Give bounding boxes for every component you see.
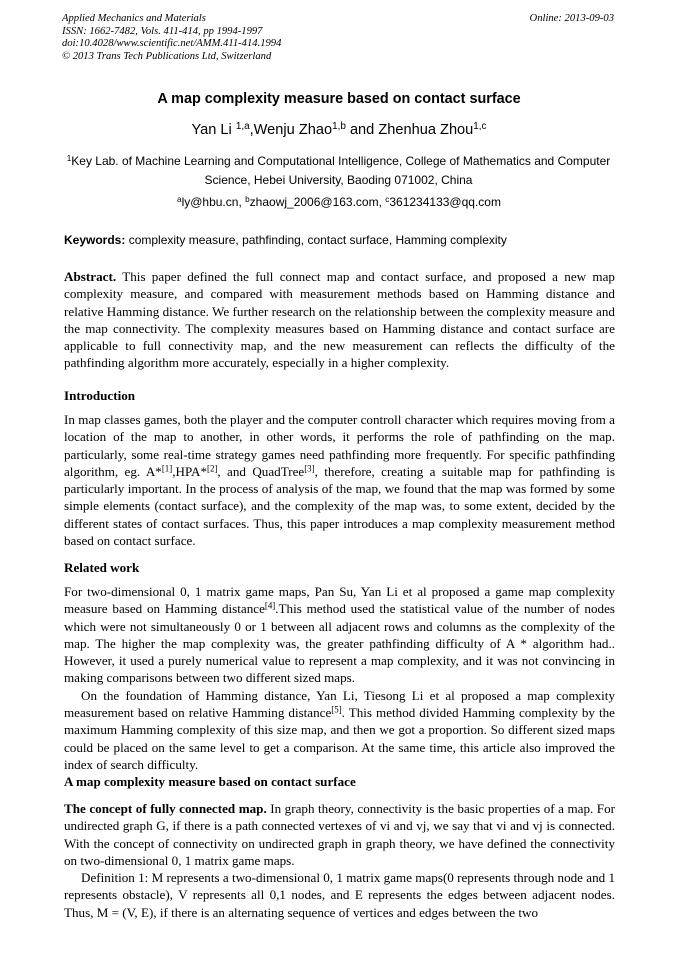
email-mark: c [385, 194, 390, 204]
paragraph-text: , therefore, creating a suitable map for pathfinding is particularly important. In the process of analysis of the map, we found that the map was formed by some simple elements (contact surface), and the complexity of the map was, to some extent, decided by the different states of contact surfaces. Thus, this paper introduces a map complexity measurement method based on contact surface. [64, 463, 615, 549]
section-heading-introduction: Introduction [64, 388, 136, 403]
email-mark: b [245, 194, 250, 204]
authors-conjunction: and [349, 122, 375, 138]
keywords-text: complexity measure, pathfinding, contact surface, Hamming complexity [128, 233, 507, 247]
paragraph-text: In graph theory, connectivity is the basic properties of a map. For undirected graph G, if there is a path connected vertexes of vi and vj, we say that vi and vj is connected. With the concept of connectivity on undirected graph in graph theory, we have defined the connectivity on two-dimensional 0, 1 matrix game maps. [64, 801, 615, 868]
citation: [4] [264, 600, 276, 611]
paragraph-text: In map classes games, both the player and the computer controll character which requires moving from a location of the map to another, in other words, it performs the role of pathfinding on the map. particularly, some real-time strategy games need pathfinding more frequently. For specific pathfinding algorithm, eg. A* [64, 412, 615, 479]
journal-name: Applied Mechanics and Materials [62, 13, 206, 24]
keywords-label: Keywords: [64, 233, 126, 247]
affiliation-text: Key Lab. of Machine Learning and Computational Intelligence, College of Mathematics and Computer Science, Hebei University, Baoding 071002, China [71, 154, 611, 187]
paragraph-text: .This method used the statistical value of the number of nodes which were not simultaneously 0 or 1 between all adjacent rows and columns as the complexity of the map. The higher the map complexity was, the greater pathfinding difficulty of A * algorithm had.. However, it used a purely numerical value to represent a map complexity, and it was not convincing in making comparisons between two different sized maps. [64, 601, 615, 686]
section-heading-related-work: Related work [64, 560, 140, 575]
section-heading-method: A map complexity measure based on contact surface [64, 774, 356, 789]
citation: [5] [331, 704, 342, 715]
related-work-paragraph [64, 687, 615, 773]
paragraph-text: . This method divided Hamming complexity by the maximum Hamming complexity of this size map, and then we got a proportion. So different sized maps could be placed on the same level to get a comparison. At the same time, this article also improved the index of search difficulty. [64, 705, 615, 772]
email-address: ly@hbu.cn [181, 195, 239, 209]
introduction-paragraph [64, 411, 615, 549]
author-affiliation-mark: 1,c [473, 121, 487, 133]
paper-title: A map complexity measure based on contact surface [157, 91, 521, 107]
affiliation-mark: 1 [66, 153, 72, 163]
citation: [1] [161, 463, 173, 474]
abstract-label: Abstract. [64, 269, 117, 284]
author-emails: $^a$ly@hbu.cn, $^b$zhaowj_2006@163.com, $^c$361234133@qq.com [177, 194, 501, 209]
keywords [64, 233, 615, 247]
abstract-text: This paper defined the full connect map and contact surface, and proposed a new map complexity measure, and compared with measurement methods based on Hamming distance and relative Hamming distance. We further research on the relationship between the complexity measure and the map connectivity. The complexity measures based on Hamming distance and contact surface are applicable to full connectivity map, and the new measurement can reflects the difficulty of the pathfinding algorithm more accurately, especially in a higher complexity. [64, 269, 615, 371]
author-affiliation-mark: 1,a [235, 121, 250, 133]
paragraph-text: , and QuadTree [217, 463, 305, 479]
email-address: zhaowj_2006@163.com [249, 195, 379, 209]
email-address: 361234133@qq.com [389, 195, 501, 209]
author-list: Yan Li $^{1,a}$,Wenju Zhao$^{1,b}$ and Zhenhua Zhou$^{1,c}$ [191, 121, 487, 138]
journal-copyright: © 2013 Trans Tech Publications Ltd, Switzerland [62, 50, 272, 62]
abstract [64, 268, 615, 372]
related-work-body [64, 583, 615, 773]
method-body [64, 800, 615, 921]
related-work-paragraph [64, 583, 615, 687]
paragraph-text: On the foundation of Hamming distance, Yan Li, Tiesong Li et al proposed a map complexity measurement based on relative Hamming distance [64, 687, 615, 721]
journal-header [62, 13, 281, 63]
author-name: Wenju Zhao [253, 122, 333, 138]
journal-issn: ISSN: 1662-7482, Vols. 411-414, pp 1994-1997 [62, 25, 263, 37]
paragraph-text: ,HPA* [172, 463, 208, 479]
subsection-label: The concept of fully connected map. [64, 801, 267, 816]
definition-paragraph: Definition 1: M represents a two-dimensional 0, 1 matrix game maps(0 represents through node and 1 represents obstacle), V represents all 0,1 nodes, and E represents the edges between adjacent nodes. Thus, M = (V, E), if there is an alternating sequence of vertices and edges between the two [64, 870, 615, 920]
email-mark: a [177, 194, 182, 204]
citation: [3] [304, 463, 315, 474]
author-affiliation-mark: 1,b [332, 121, 346, 133]
method-paragraph [64, 800, 615, 869]
online-date: Online: 2013-09-03 [529, 13, 614, 24]
citation: [2] [207, 463, 218, 474]
journal-doi: doi:10.4028/www.scientific.net/AMM.411-414.1994 [62, 38, 282, 49]
author-name: Zhenhua Zhou [378, 122, 474, 138]
affiliation [62, 152, 615, 189]
author-name: Yan Li [191, 122, 232, 138]
paragraph-text: For two-dimensional 0, 1 matrix game maps, Pan Su, Yan Li et al proposed a game map complexity measure based on Hamming distance [64, 584, 615, 617]
